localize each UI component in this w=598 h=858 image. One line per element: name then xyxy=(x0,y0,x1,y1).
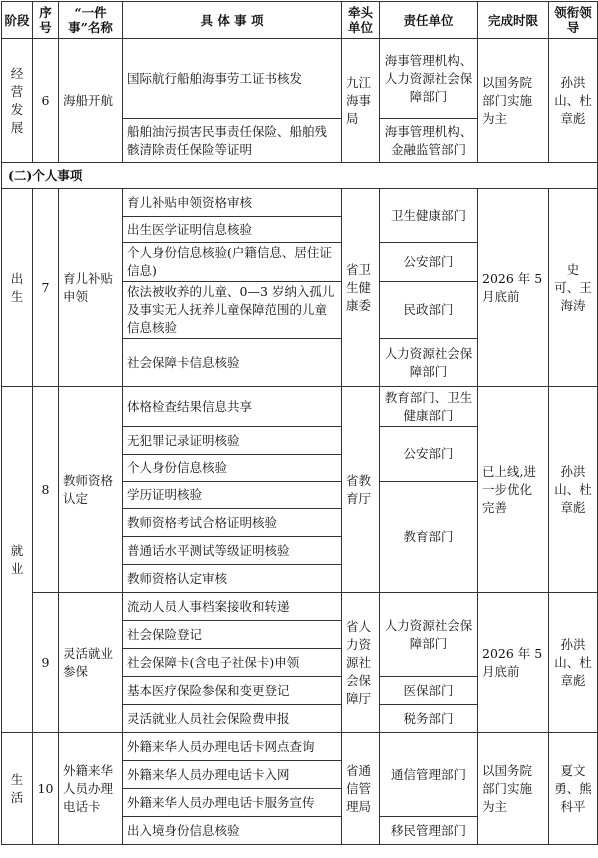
resp-cell: 公安部门 xyxy=(380,243,478,282)
lead-cell: 省人力资源社会保障厅 xyxy=(342,593,380,733)
table-row xyxy=(2,733,598,761)
no-cell: 7 xyxy=(33,189,59,387)
item-cell: 船舶油污损害民事责任保险、船舶残骸清除责任保险等证明 xyxy=(123,119,342,163)
no-cell: 8 xyxy=(33,387,59,593)
deadline-cell: 2026 年 5 月底前 xyxy=(478,593,549,733)
lead-cell: 省卫生健康委 xyxy=(342,189,380,387)
resp-cell: 公安部门 xyxy=(380,427,478,482)
name-cell: 育儿补贴申领 xyxy=(59,189,123,387)
deadline-cell: 以国务院部门实施为主 xyxy=(478,733,549,845)
resp-cell: 民政部门 xyxy=(380,282,478,339)
stage-cell: 生活 xyxy=(2,733,33,845)
item-cell: 教师资格认定审核 xyxy=(123,565,342,593)
resp-cell: 海事管理机构、金融监管部门 xyxy=(380,119,478,163)
leader-cell: 孙洪山、杜章彪 xyxy=(549,593,598,733)
header-resp: 责任单位 xyxy=(380,2,478,39)
name-cell: 海船开航 xyxy=(59,39,123,163)
item-cell: 教师资格考试合格证明核验 xyxy=(123,509,342,537)
resp-cell: 人力资源社会保障部门 xyxy=(380,593,478,677)
item-cell: 社会保障卡(含电子社保卡)申领 xyxy=(123,649,342,677)
table-row xyxy=(2,189,598,217)
resp-cell: 移民管理部门 xyxy=(380,817,478,845)
leader-cell: 孙洪山、杜章彪 xyxy=(549,39,598,163)
no-cell: 6 xyxy=(33,39,59,163)
item-cell: 依法被收养的儿童、0—3 岁纳入孤儿及事实无人抚养儿童保障范围的儿童信息核验 xyxy=(123,282,342,339)
header-stage: 阶段 xyxy=(2,2,33,39)
item-cell: 出生医学证明信息核验 xyxy=(123,217,342,243)
item-cell: 学历证明核验 xyxy=(123,482,342,509)
resp-cell: 卫生健康部门 xyxy=(380,189,478,243)
item-cell: 普通话水平测试等级证明核验 xyxy=(123,537,342,565)
no-cell: 10 xyxy=(33,733,59,845)
resp-cell: 税务部门 xyxy=(380,705,478,733)
item-cell: 基本医疗保险参保和变更登记 xyxy=(123,677,342,705)
item-cell: 社会保障卡信息核验 xyxy=(123,339,342,387)
item-cell: 流动人员人事档案接收和转递 xyxy=(123,593,342,621)
resp-cell: 人力资源社会保障部门 xyxy=(380,339,478,387)
table-row xyxy=(2,387,598,427)
name-cell: 灵活就业参保 xyxy=(59,593,123,733)
item-cell: 出入境身份信息核验 xyxy=(123,817,342,845)
item-cell: 育儿补贴申领资格审核 xyxy=(123,189,342,217)
header-no: 序号 xyxy=(33,2,59,39)
leader-cell: 史 可、王海涛 xyxy=(549,189,598,387)
no-cell: 9 xyxy=(33,593,59,733)
item-cell: 外籍来华人员办理电话卡网点查询 xyxy=(123,733,342,761)
resp-cell: 医保部门 xyxy=(380,677,478,705)
item-cell: 国际航行船舶海事劳工证书核发 xyxy=(123,39,342,119)
section-title: (二)个人事项 xyxy=(2,163,598,189)
table-row xyxy=(2,39,598,119)
resp-cell: 教育部门 xyxy=(380,482,478,593)
table-row xyxy=(2,593,598,621)
section-row xyxy=(2,163,598,189)
task-table xyxy=(1,1,598,845)
resp-cell: 教育部门、卫生健康部门 xyxy=(380,387,478,427)
deadline-cell: 已上线,进一步优化完善 xyxy=(478,387,549,593)
item-cell: 社会保险登记 xyxy=(123,621,342,649)
header-items: 具 体 事 项 xyxy=(123,2,342,39)
header-leader: 领衔领导 xyxy=(549,2,598,39)
lead-cell: 九江海事局 xyxy=(342,39,380,163)
item-cell: 个人身份信息核验 xyxy=(123,455,342,482)
item-cell: 灵活就业人员社会保险费申报 xyxy=(123,705,342,733)
deadline-cell: 2026 年 5 月底前 xyxy=(478,189,549,387)
header-name: “一件事”名称 xyxy=(59,2,123,39)
header-row xyxy=(2,2,598,39)
lead-cell: 省教育厅 xyxy=(342,387,380,593)
leader-cell: 孙洪山、杜章彪 xyxy=(549,387,598,593)
name-cell: 外籍来华人员办理电话卡 xyxy=(59,733,123,845)
item-cell: 无犯罪记录证明核验 xyxy=(123,427,342,455)
lead-cell: 省通信管理局 xyxy=(342,733,380,845)
item-cell: 个人身份信息核验(户籍信息、居住证信息) xyxy=(123,243,342,282)
stage-cell: 就业 xyxy=(2,387,33,733)
name-cell: 教师资格认定 xyxy=(59,387,123,593)
resp-cell: 海事管理机构、人力资源社会保障部门 xyxy=(380,39,478,119)
resp-cell: 通信管理部门 xyxy=(380,733,478,817)
stage-cell: 出生 xyxy=(2,189,33,387)
stage-cell: 经营发展 xyxy=(2,39,33,163)
item-cell: 体格检查结果信息共享 xyxy=(123,387,342,427)
item-cell: 外籍来华人员办理电话卡服务宣传 xyxy=(123,789,342,817)
deadline-cell: 以国务院部门实施为主 xyxy=(478,39,549,163)
header-lead: 牵头单位 xyxy=(342,2,380,39)
header-deadline: 完成时限 xyxy=(478,2,549,39)
item-cell: 外籍来华人员办理电话卡入网 xyxy=(123,761,342,789)
leader-cell: 夏文勇、熊科平 xyxy=(549,733,598,845)
